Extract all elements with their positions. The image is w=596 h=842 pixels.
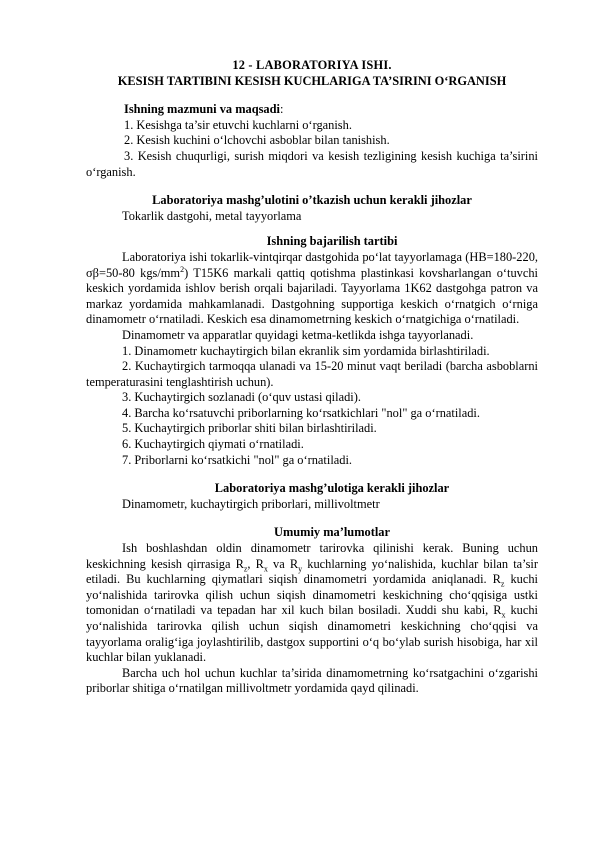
purpose-item-1: 1. Kesishga ta’sir etuvchi kuchlarni o‘rganish. [124, 117, 352, 132]
procedure-step-5: 5. Kuchaytirgich priborlar shiti bilan birlashtiriladi. [122, 421, 377, 436]
purpose-item-3: 3. Kesish chuqurligi, surish miqdori va kesish tezligining kesish kuchiga ta’sirini o‘rganish. [86, 148, 538, 179]
general-paragraph-2: Barcha uch hol uchun kuchlar ta’sirida dinamometrning ko‘rsatgachini o‘zgarishi priborlar shitiga o‘rnatilgan millivoltmetr yordamida qayd qilinadi. [86, 665, 538, 696]
purpose-heading: Ishning mazmuni va maqsadi: [124, 102, 284, 117]
procedure-step-3: 3. Kuchaytirgich sozlanadi (o‘quv ustasi qiladi). [122, 390, 361, 405]
procedure-paragraph-1: Laboratoriya ishi tokarlik-vintqirqar dastgohida po‘lat tayyorlamaga (HB=180-220, σβ=50-80 kgs/$mm^2$) T15K6 markali qattiq qotishma plastinkasi kovsharlangan o‘tuvchi keskich yordamida ishlov berish orqali bajariladi. Tayyorlama 1K62 dastgohga patron va markaz yordamida mahkamlanadi. Dastgohning supportiga keskich o‘rnatgich o‘rniga dinamometr o‘rnatiladi. Keskich esa dinamometrning keskich o‘rnatgichiga o‘rnatiladi. [86, 249, 538, 327]
procedure-step-4: 4. Barcha ko‘rsatuvchi priborlarning ko‘rsatkichlari "nol" ga o‘rnatiladi. [122, 405, 480, 420]
procedure-heading: Ishning bajarilish tartibi [266, 234, 398, 249]
procedure-paragraph-2: Dinamometr va apparatlar quyidagi ketma-ketlikda ishga tayyorlanadi. [122, 327, 474, 342]
general-paragraph-1: Ish boshlashdan oldin dinamometr tarirovka qilinishi kerak. Buning uchun keskichning kesish qirrasiga $R_z$, $R_x$ va $R_y$ kuchlarning yo‘nalishida, kuchlar bilan ta’sir etiladi. Bu kuchlarning qiymatlari siqish dinamometri yordamida aniqlanadi. $R_z$ kuchi yo‘nalishida tarirovka qilish uchun siqish dinamometri keskichning cho‘qqisiga ustki tomonidan o‘rnatiladi va tepadan har xil kuch bilan bosiladi. Xuddi shu kabi, $R_x$ kuchi yo‘nalishida tarirovka qilish uchun siqish dinamometri keskichning cho‘qqisi va tayyorlama oralig‘iga joylashtirilib, dastgox supportini o‘q bo‘ylab surish hisobiga, har xil kuchlar bilan yuklanadi. [86, 541, 539, 665]
purpose-item-2: 2. Kesish kuchini o‘lchovchi asboblar bilan tanishish. [124, 133, 390, 148]
equipment-text: Tokarlik dastgohi, metal tayyorlama [122, 208, 302, 223]
equipment2-heading: Laboratoriya mashg’ulotiga kerakli jihozlar [214, 481, 450, 496]
procedure-step-7: 7. Priborlarni ko‘rsatkichi "nol" ga o‘rnatiladi. [122, 452, 352, 467]
procedure-step-6: 6. Kuchaytirgich qiymati o‘rnatiladi. [122, 437, 304, 452]
equipment2-text: Dinamometr, kuchaytirgich priborlari, millivoltmetr [122, 496, 380, 511]
procedure-step-2: 2. Kuchaytirgich tarmoqqa ulanadi va 15-20 minut vaqt beriladi (barcha asboblarni temperaturasini tenglashtirish uchun). [86, 359, 538, 389]
procedure-step-1: 1. Dinamometr kuchaytirgich bilan ekranlik sim yordamida birlashtiriladi. [122, 343, 490, 358]
document-title: 12 - LABORATORIYA ISHI. [232, 58, 392, 72]
document-subtitle: KESISH TARTIBINI KESISH KUCHLARIGA TA’SIRINI O‘RGANISH [117, 73, 507, 88]
general-heading: Umumiy ma’lumotlar [274, 525, 390, 540]
equipment-heading: Laboratoriya mashg’ulotini o’tkazish uchun kerakli jihozlar [152, 193, 472, 208]
